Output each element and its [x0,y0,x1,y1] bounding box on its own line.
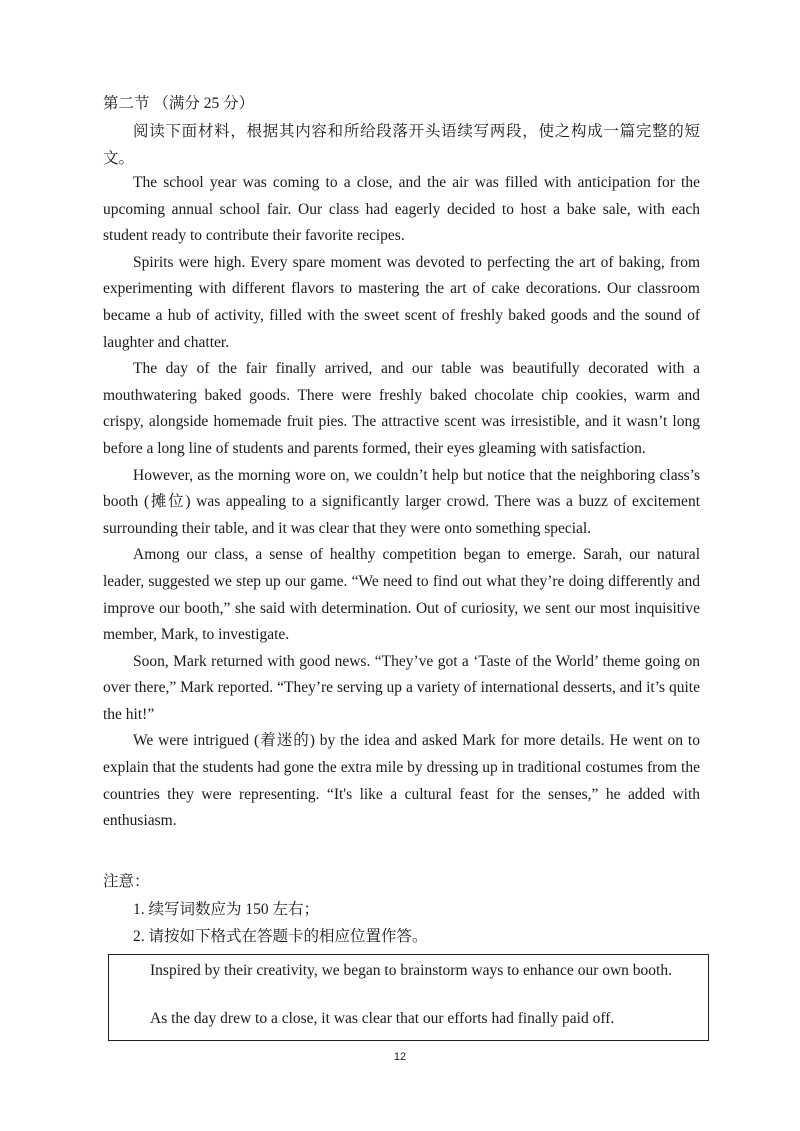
passage-paragraph: Spirits were high. Every spare moment was devoted to perfecting the art of baking, from experimenting with different flavors to mastering the art of cake decorations. Our classroom became a hub of activity, filled with the sweet scent of freshly baked goods and the sound of laughter and chatter. [103,253,700,351]
note-item: 2. 请按如下格式在答题卡的相应位置作答。 [133,927,428,945]
note-item: 1. 续写词数应为 150 左右； [133,901,320,918]
passage-paragraph: We were intrigued (着迷的) by the idea and asked Mark for more details. He went on to explain that the students had gone the extra mile by dressing up in traditional costumes from the countries they were representing. “It's like a cultural feast for the senses,” he added with enthusiasm. [103,732,700,830]
instructions-text: 阅读下面材料，根据其内容和所给段落开头语续写两段，使之构成一篇完整的短文。 [103,123,700,167]
page-number: 12 [393,1051,407,1063]
paragraph-opening-1: Inspired by their creativity, we began to brainstorm ways to enhance our own booth. [150,962,672,979]
task-instructions [103,119,700,172]
notes-heading: 注意： [103,873,150,890]
passage-paragraph: Soon, Mark returned with good news. “They’ve got a ‘Taste of the World’ theme going on over there,” Mark reported. “They’re serving up a variety of international desserts, and it’s quite the hit!” [103,652,700,723]
passage-paragraph: Among our class, a sense of healthy competition began to emerge. Sarah, our natural leader, suggested we step up our game. “We need to find out what they’re doing differently and improve our booth,” she said with determination. Out of curiosity, we sent our most inquisitive member, Mark, to investigate. [103,546,700,644]
passage-paragraph: The school year was coming to a close, and the air was filled with anticipation for the upcoming annual school fair. Our class had eagerly decided to host a bake sale, with each student ready to contribute their favorite recipes. [103,174,700,245]
paragraph-opening-2: As the day drew to a close, it was clear that our efforts had finally paid off. [150,1010,615,1027]
passage-paragraph: The day of the fair finally arrived, and our table was beautifully decorated with a mouthwatering baked goods. There were freshly baked chocolate chip cookies, warm and crispy, alongside homemade fruit pies. The attractive scent was irresistible, and it wasn’t long before a long line of students and parents formed, their eyes gleaming with satisfaction. [103,360,700,457]
section-title: 第二节 （满分 25 分） [103,95,255,112]
passage-paragraph: However, as the morning wore on, we couldn’t help but notice that the neighboring class’s booth (摊位) was appealing to a significantly larger crowd. There was a buzz of excitement surrounding their table, and it was clear that they were onto something special. [103,466,700,537]
notes-list [133,897,428,950]
answer-format-box [108,954,709,1041]
reading-passage [103,170,700,835]
